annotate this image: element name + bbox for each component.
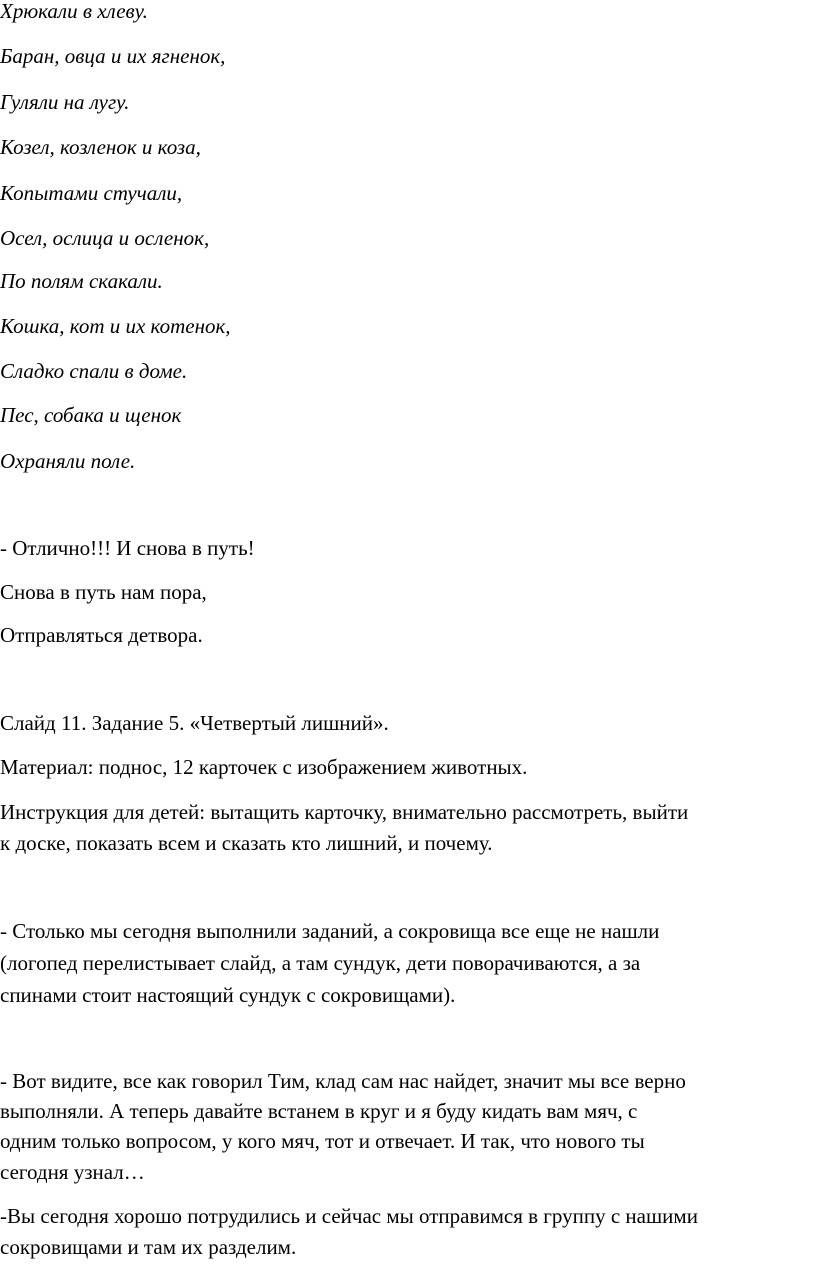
speech-line: Отправляться детвора.	[0, 623, 203, 647]
speech-line: (логопед перелистывает слайд, а там сундук, дети поворачиваются, а за	[0, 951, 641, 975]
speech-line: - Отлично!!! И снова в путь!	[0, 536, 255, 560]
speech-line: - Вот видите, все как говорил Тим, клад сам нас найдет, значит мы все верно	[0, 1069, 686, 1093]
speech-line: сегодня узнал…	[0, 1160, 145, 1184]
poem-line: Кошка, кот и их котенок,	[0, 314, 231, 338]
poem-line: Козел, козленок и коза,	[0, 135, 201, 159]
task-material: Материал: поднос, 12 карточек с изображением животных.	[0, 755, 528, 779]
poem-line: Копытами стучали,	[0, 181, 183, 205]
poem-line: Сладко спали в доме.	[0, 359, 188, 383]
task-title: Слайд 11. Задание 5. «Четвертый лишний».	[0, 711, 389, 735]
speech-line: одним только вопросом, у кого мяч, тот и отвечает. И так, что нового ты	[0, 1129, 645, 1153]
speech-line: Снова в путь нам пора,	[0, 580, 207, 604]
poem-line: Пес, собака и щенок	[0, 403, 182, 427]
poem-line: По полям скакали.	[0, 269, 163, 293]
speech-line: сокровищами и там их разделим.	[0, 1235, 297, 1259]
speech-line: выполняли. А теперь давайте встанем в круг и я буду кидать вам мяч, с	[0, 1099, 638, 1123]
poem-line: Охраняли поле.	[0, 449, 136, 473]
speech-line: спинами стоит настоящий сундук с сокровищами).	[0, 983, 456, 1007]
speech-line: -Вы сегодня хорошо потрудились и сейчас мы отправимся в группу с нашими	[0, 1204, 698, 1228]
poem-line: Баран, овца и их ягненок,	[0, 44, 226, 68]
task-instruction-line: Инструкция для детей: вытащить карточку, внимательно рассмотреть, выйти	[0, 800, 689, 824]
poem-line: Хрюкали в хлеву.	[0, 0, 148, 23]
task-instruction-line: к доске, показать всем и сказать кто лишний, и почему.	[0, 831, 493, 855]
speech-line: - Столько мы сегодня выполнили заданий, а сокровища все еще не нашли	[0, 919, 660, 943]
poem-line: Гуляли на лугу.	[0, 90, 130, 114]
poem-line: Осел, ослица и осленок,	[0, 226, 210, 250]
